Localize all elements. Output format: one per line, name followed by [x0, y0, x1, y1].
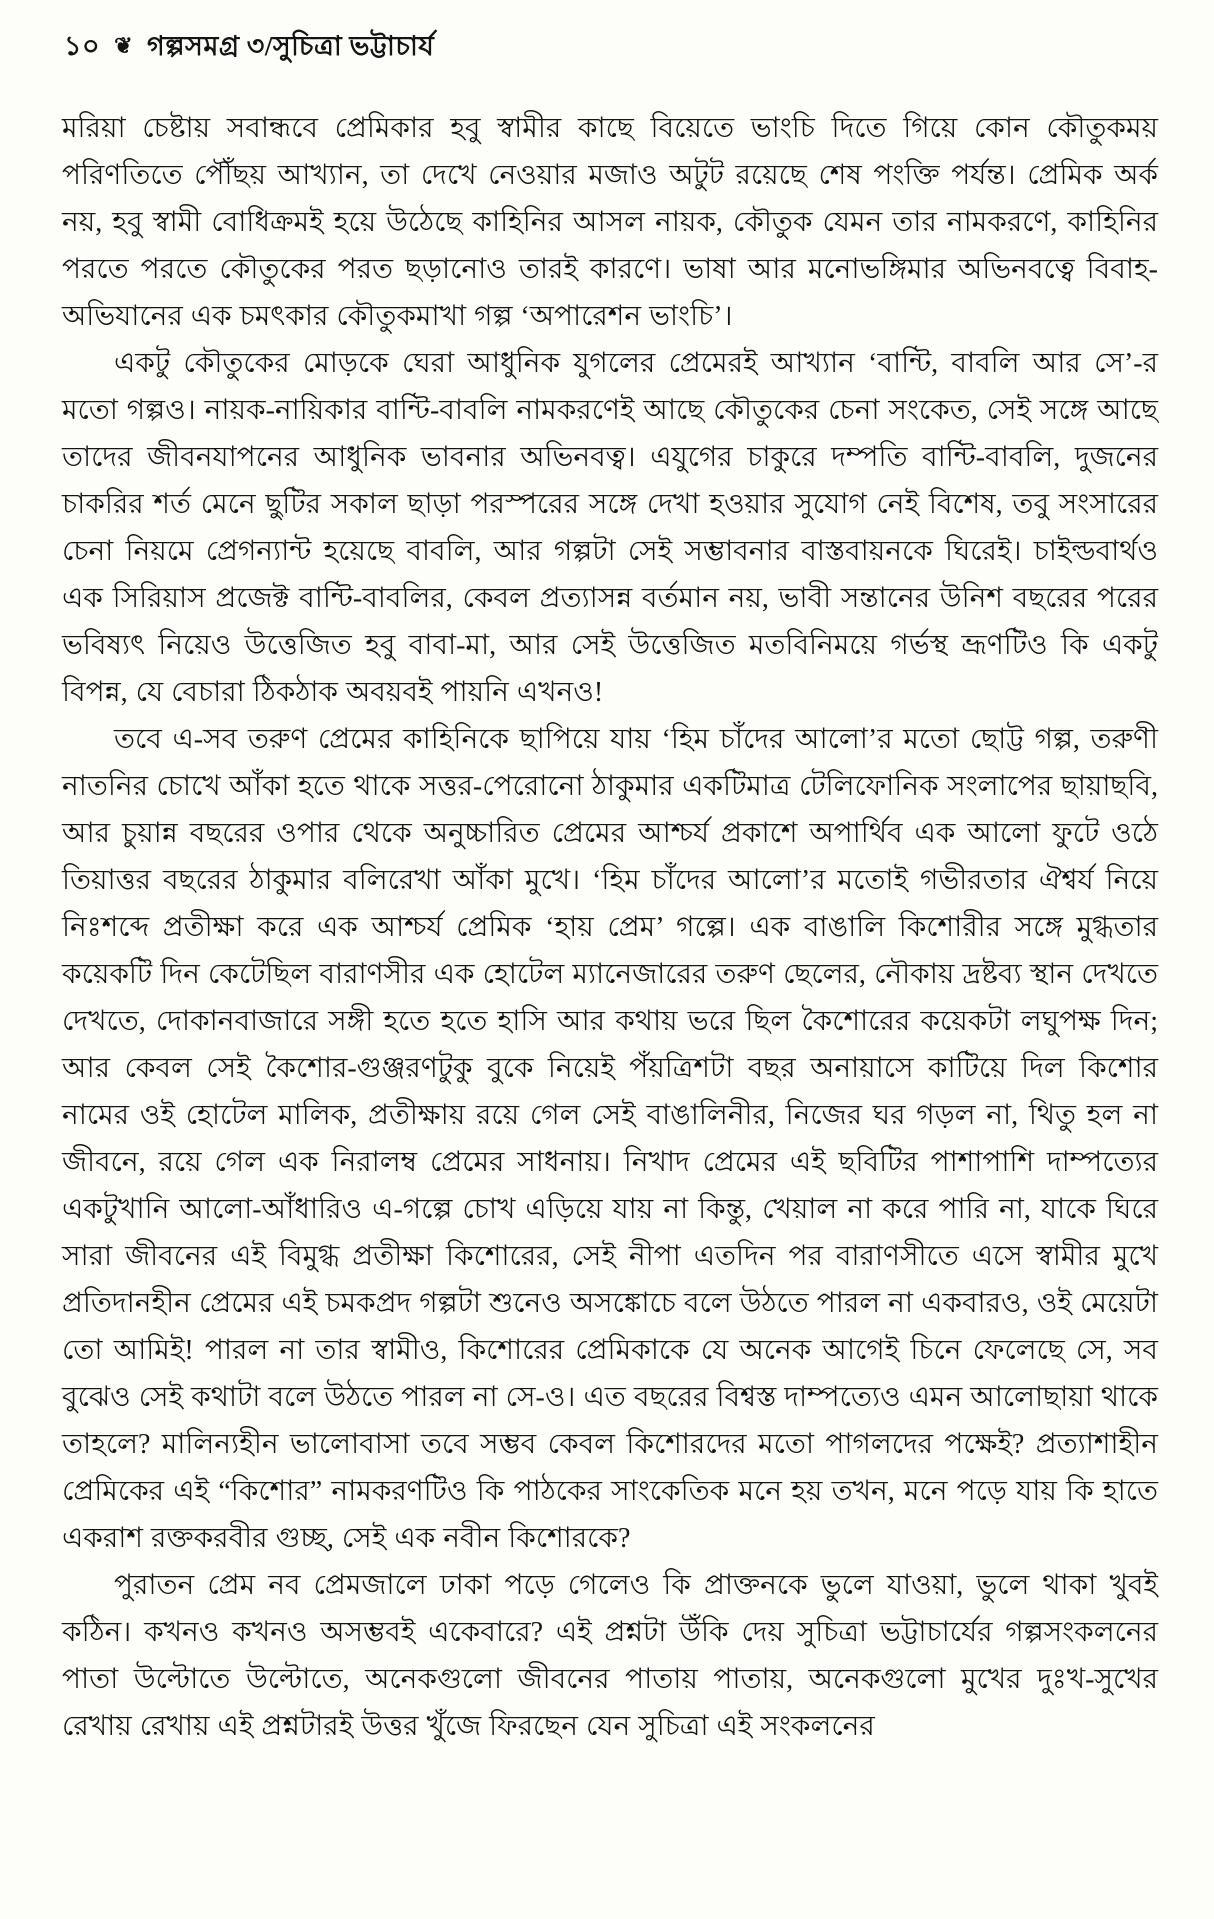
paragraph-2: একটু কৌতুকের মোড়কে ঘেরা আধুনিক যুগলের প্রেমেরই আখ্যান ‘বান্টি, বাবলি আর সে’-র মতো গল্পও। নায়ক-নায়িকার বান্টি-বাবলি নামকরণেই আছে কৌতুকের চেনা সংকেত, সেই সঙ্গে আছে তাদের জীবনযাপনের আধুনিক ভাবনার অভিনবত্ব। এযুগের চাকুরে দম্পতি বান্টি-বাবলি, দুজনের চাকরির শর্ত মেনে ছুটির সকাল ছাড়া পরস্পরের সঙ্গে দেখা হওয়ার সুযোগ নেই বিশেষ, তবু সংসারের চেনা নিয়মে প্রেগন্যান্ট হয়েছে বাবলি, আর গল্পটা সেই সম্ভাবনার বাস্তবায়নকে ঘিরেই। চাইল্ডবার্থও এক সিরিয়াস প্রজেক্ট বান্টি-বাবলির, কেবল প্রত্যাসন্ন বর্তমান নয়, ভাবী সন্তানের উনিশ বছরের পরের ভবিষ্যৎ নিয়েও উত্তেজিত হবু বাবা-মা, আর সেই উত্তেজিত মতবিনিময়ে গর্ভস্থ ভ্রূণটিও কি একটু বিপন্ন, যে বেচারা ঠিকঠাক অবয়বই পায়নি এখনও!: [62, 348, 1158, 708]
page-header: [64, 26, 1158, 71]
page-number: ১০: [64, 31, 101, 61]
paragraph-3: তবে এ-সব তরুণ প্রেমের কাহিনিকে ছাপিয়ে যায় ‘হিম চাঁদের আলো’র মতো ছোট্ট গল্প, তরুণী নাতনির চোখে আঁকা হতে থাকে সত্তর-পেরোনো ঠাকুমার একটিমাত্র টেলিফোনিক সংলাপের ছায়াছবি, আর চুয়ান্ন বছরের ওপার থেকে অনুচ্চারিত প্রেমের আশ্চর্য প্রকাশে অপার্থিব এক আলো ফুটে ওঠে তিয়াত্তর বছরের ঠাকুমার বলিরেখা আঁকা মুখে। ‘হিম চাঁদের আলো’র মতোই গভীরতার ঐশ্বর্য নিয়ে নিঃশব্দে প্রতীক্ষা করে এক আশ্চর্য প্রেমিক ‘হায় প্রেম’ গল্পে। এক বাঙালি কিশোরীর সঙ্গে মুগ্ধতার কয়েকটি দিন কেটেছিল বারাণসীর এক হোটেল ম্যানেজারের তরুণ ছেলের, নৌকায় দ্রষ্টব্য স্থান দেখতে দেখতে, দোকানবাজারে সঙ্গী হতে হতে হাসি আর কথায় ভরে ছিল কৈশোরের কয়েকটা লঘুপক্ষ দিন; আর কেবল সেই কৈশোর-গুঞ্জরণটুকু বুকে নিয়েই পঁয়ত্রিশটা বছর অনায়াসে কাটিয়ে দিল কিশোর নামের ওই হোটেল মালিক, প্রতীক্ষায় রয়ে গেল সেই বাঙালিনীর, নিজের ঘর গড়ল না, থিতু হল না জীবনে, রয়ে গেল এক নিরালম্ব প্রেমের সাধনায়। নিখাদ প্রেমের এই ছবিটির পাশাপাশি দাম্পত্যের একটুখানি আলো-আঁধারিও এ-গল্পে চোখ এড়িয়ে যায় না কিন্তু, খেয়াল না করে পারি না, যাকে ঘিরে সারা জীবনের এই বিমুগ্ধ প্রতীক্ষা কিশোরের, সেই নীপা এতদিন পর বারাণসীতে এসে স্বামীর মুখে প্রতিদানহীন প্রেমের এই চমকপ্রদ গল্পটা শুনেও অসঙ্কোচে বলে উঠতে পারল না একবারও, ওই মেয়েটা তো আমিই! পারল না তার স্বামীও, কিশোরের প্রেমিকাকে যে অনেক আগেই চিনে ফেলেছে সে, সব বুঝেও সেই কথাটা বলে উঠতে পারল না সে-ও। এত বছরের বিশ্বস্ত দাম্পত্যেও এমন আলোছায়া থাকে তাহলে? মালিন্যহীন ভালোবাসা তবে সম্ভব কেবল কিশোরদের মতো পাগলদের পক্ষেই? প্রত্যাশাহীন প্রেমিকের এই “কিশোর” নামকরণটিও কি পাঠকের সাংকেতিক মনে হয় তখন, মনে পড়ে যায় কি হাতে একরাশ রক্তকরবীর গুচ্ছ, সেই এক নবীন কিশোরকে?: [62, 724, 1158, 1554]
page-body: [62, 105, 1158, 1750]
ornament-icon: ❦: [114, 33, 134, 58]
paragraph-4: পুরাতন প্রেম নব প্রেমজালে ঢাকা পড়ে গেলেও কি প্রাক্তনকে ভুলে যাওয়া, ভুলে থাকা খুবই কঠিন। কখনও কখনও অসম্ভবই একেবারে? এই প্রশ্নটা উঁকি দেয় সুচিত্রা ভট্টাচার্যের গল্পসংকলনের পাতা উল্টোতে উল্টোতে, অনেকগুলো জীবনের পাতায় পাতায়, অনেকগুলো মুখের দুঃখ-সুখের রেখায় রেখায় এই প্রশ্নটারই উত্তর খুঁজে ফিরছেন যেন সুচিত্রা এই সংকলনের: [62, 1570, 1158, 1742]
paragraph-1: মরিয়া চেষ্টায় সবান্ধবে প্রেমিকার হবু স্বামীর কাছে বিয়েতে ভাংচি দিতে গিয়ে কোন কৌতুকময় পরিণতিতে পৌঁছয় আখ্যান, তা দেখে নেওয়ার মজাও অটুট রয়েছে শেষ পংক্তি পর্যন্ত। প্রেমিক অর্ক নয়, হবু স্বামী বোধিক্রমই হয়ে উঠেছে কাহিনির আসল নায়ক, কৌতুক যেমন তার নামকরণে, কাহিনির পরতে পরতে কৌতুকের পরত ছড়ানোও তারই কারণে। ভাষা আর মনোভঙ্গিমার অভিনবত্বে বিবাহ-অভিযানের এক চমৎকার কৌতুকমাখা গল্প ‘অপারেশন ভাংচি’।: [62, 113, 1158, 332]
book-title: গল্পসমগ্র ৩/সুচিত্রা ভট্টাচার্য: [147, 31, 435, 61]
